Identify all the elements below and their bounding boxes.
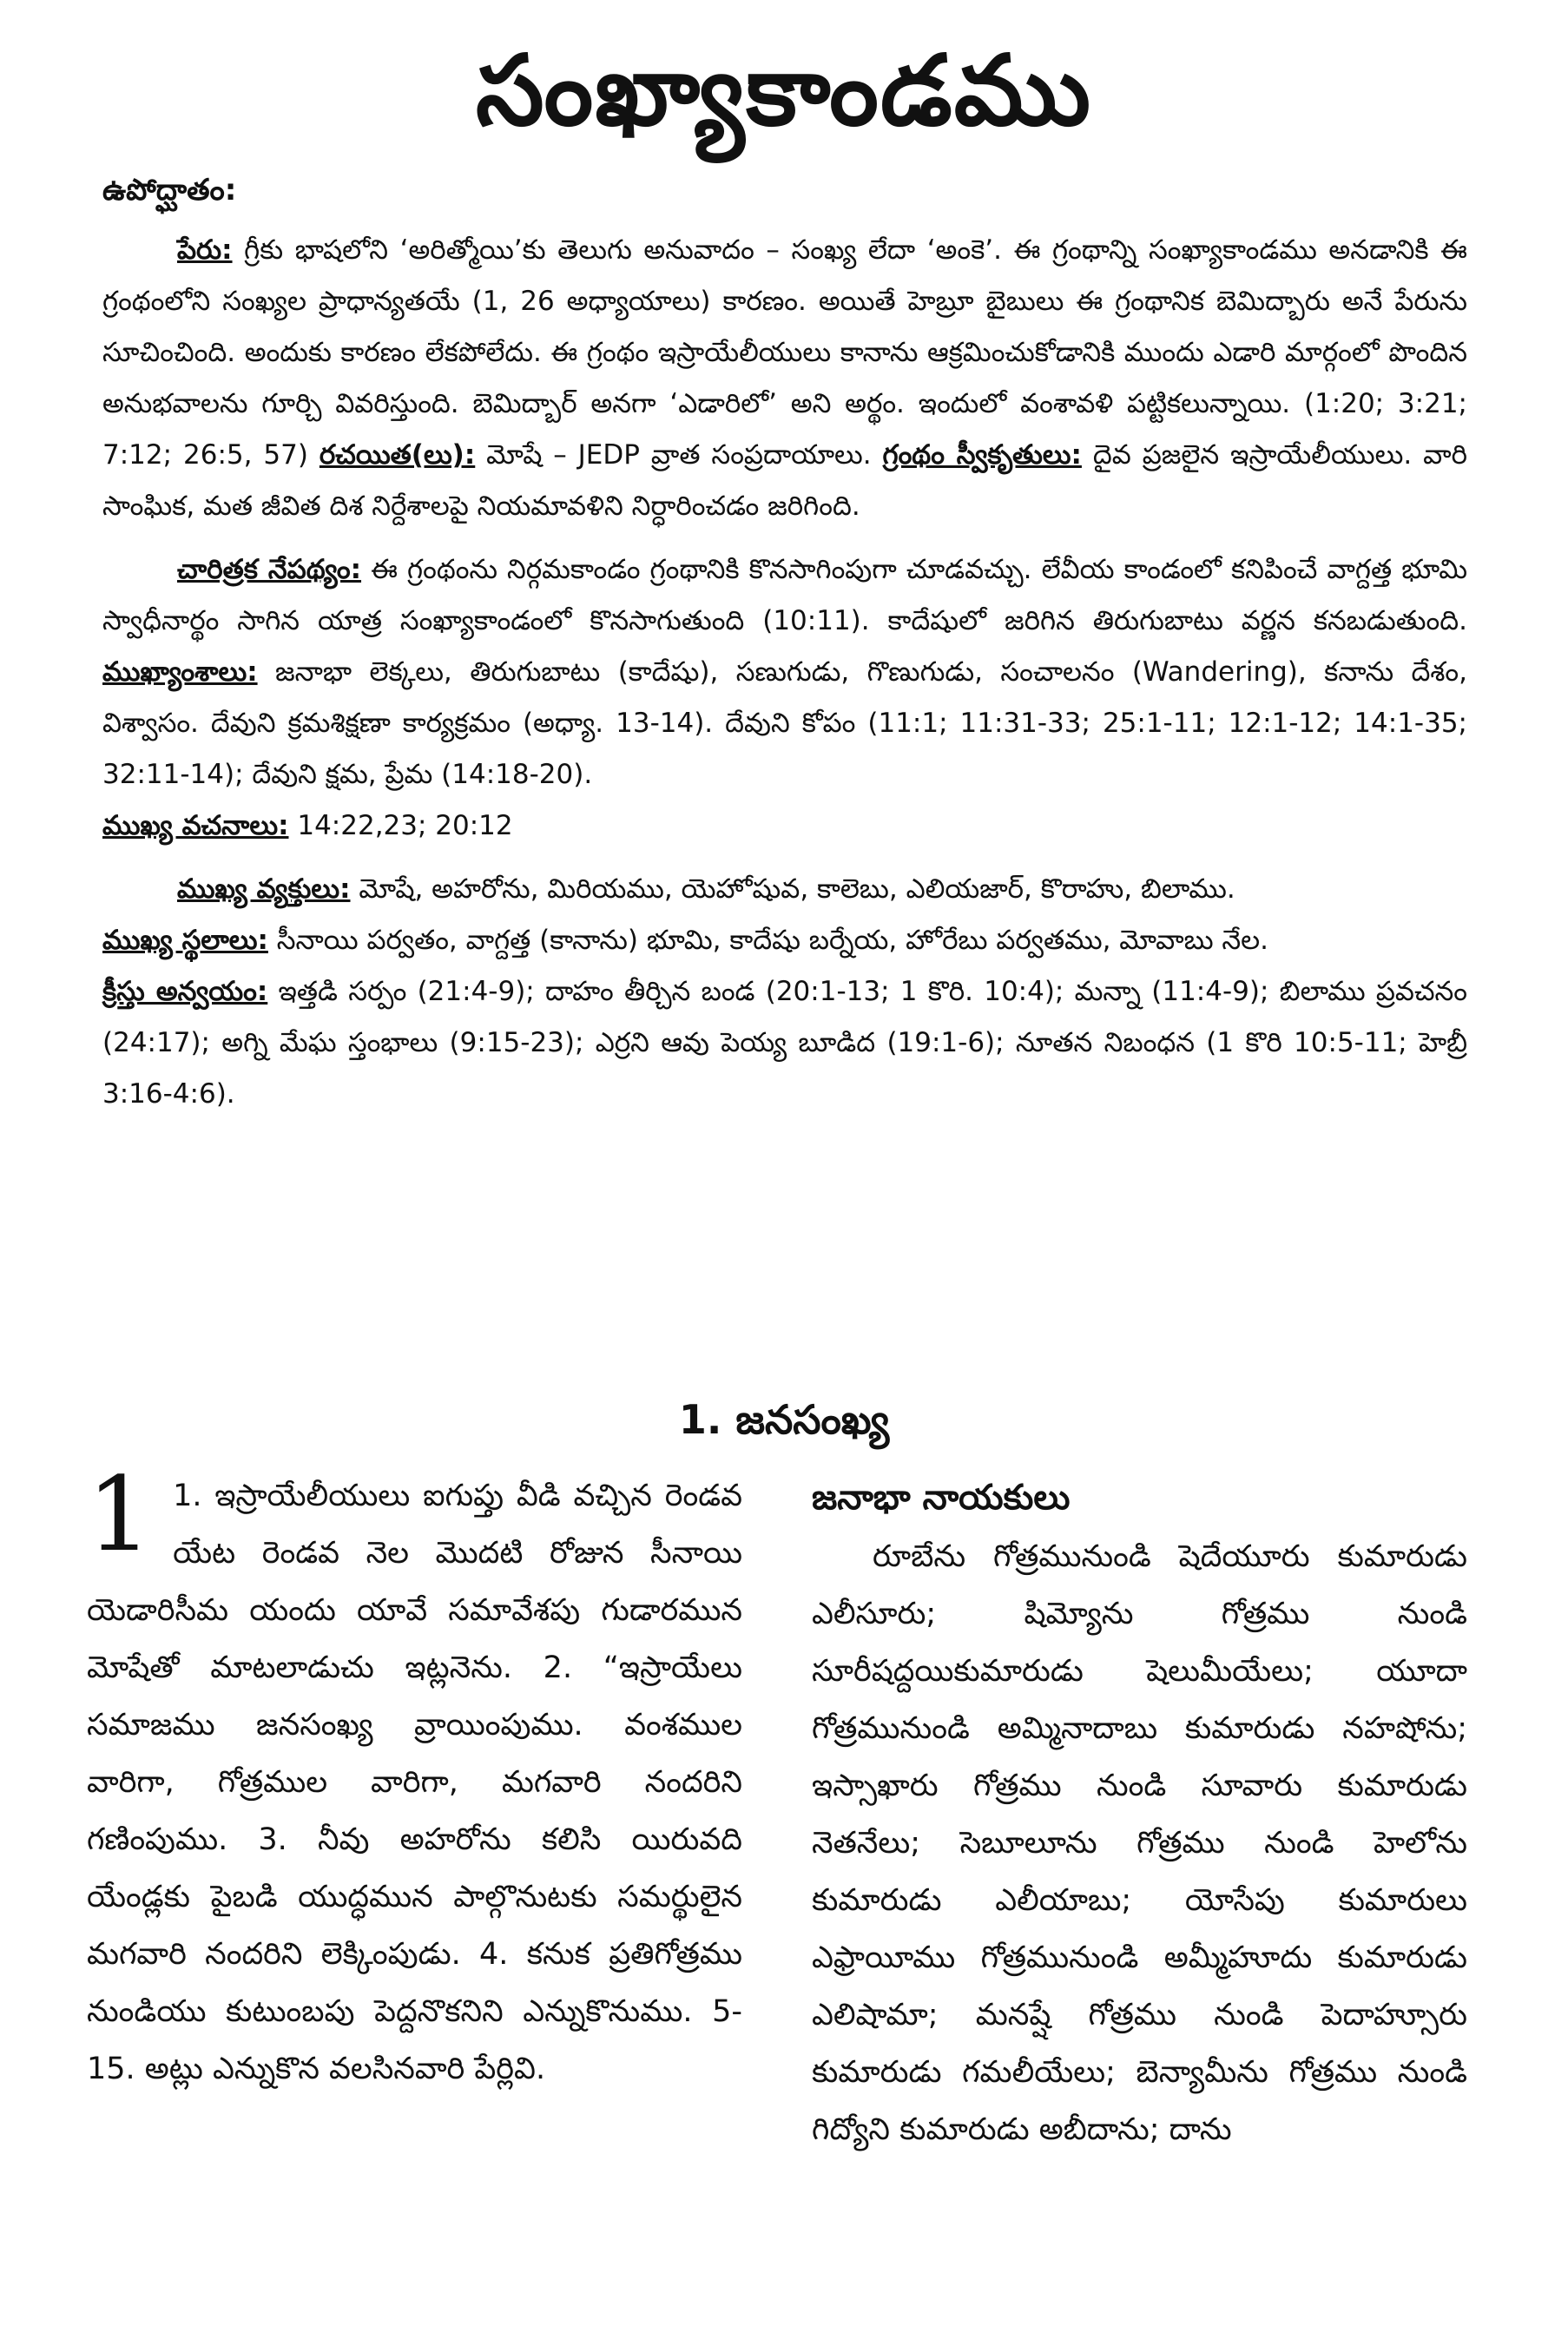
- intro-paragraph-name: [102, 225, 1467, 532]
- label-author: రచయిత(లు):: [319, 439, 476, 471]
- intro-paragraph-people: [102, 864, 1467, 1120]
- label-name: పేరు:: [177, 234, 233, 266]
- text-themes: జనాభా లెక్కలు, తిరుగుబాటు (కాదేషు), సణుగుడు, గొణుగుడు, సంచాలనం (Wandering), కనాను దేశం, విశ్వాసం. దేవుని క్రమశిక్షణా కార్యక్రమం (అధ్యా. 13-14). దేవుని కోపం (11:1; 11:31-33; 25:1-11; 12:1-12; 14:1-35; 32:11-14); దేవుని క్షమ, ప్రేమ (14:18-20).: [102, 656, 1467, 790]
- text-name: గ్రీకు భాషలోని ‘అరిత్మోయి’కు తెలుగు అనువాదం – సంఖ్య లేదా ‘అంకె’. ఈ గ్రంథాన్ని సంఖ్యాకాండము అనడానికి ఈ గ్రంథంలోని సంఖ్యల ప్రాధాన్యతయే (1, 26 అధ్యాయాలు) కారణం. అయితే హెబ్రూ బైబులు ఈ గ్రంథానిక బెమిద్బారు అనే పేరును సూచించింది. అందుకు కారణం లేకపోలేదు. ఈ గ్రంథం ఇస్రాయేలీయులు కానాను ఆక్రమించుకోడానికి ముందు ఎడారి మార్గంలో పొందిన అనుభవాలను గూర్చి వివరిస్తుంది. బెమిద్బార్ అనగా ‘ఎడారిలో’ అని అర్థం. ఇందులో వంశావళి పట్టికలున్నాయి. (1:20; 3:21; 7:12; 26:5, 57): [102, 234, 1467, 471]
- text-verses: 14:22,23; 20:12: [288, 810, 513, 841]
- text-background: ఈ గ్రంథంను నిర్గమకాండం గ్రంథానికి కొనసాగింపుగా చూడవచ్చు. లేవీయ కాండంలో కనిపించే వాగ్దత్త భూమి స్వాధీనార్థం సాగిన యాత్ర సంఖ్యాకాండంలో కొనసాగుతుంది (10:11). కాదేషులో జరిగిన తిరుగుబాటు వర్ణన కనబడుతుంది.: [102, 554, 1467, 636]
- label-christ: క్రీస్తు అన్వయం:: [102, 976, 268, 1007]
- text-places: సీనాయి పర్వతం, వాగ్దత్త (కానాను) భూమి, కాదేషు బర్నేయ, హోరేబు పర్వతము, మోవాబు నేల.: [267, 925, 1268, 956]
- label-canon: గ్రంథం స్వీకృతులు:: [882, 439, 1082, 471]
- text-canon: దైవ ప్రజలైన ఇస్రాయేలీయులు. వారి సాంఘిక, మత జీవిత దిశ నిర్దేశాలపై నియమావళిని నిర్ధారించడం జరిగింది.: [102, 439, 1467, 522]
- right-column-text: రూబేను గోత్రమునుండి షెదేయూరు కుమారుడు ఎలీసూరు; షిమ్యోను గోత్రము నుండి సూరీషద్దయికుమారుడు షెలుమీయేలు; యూదా గోత్రమునుండి అమ్మినాదాబు కుమారుడు నహషోను; ఇస్సాఖారు గోత్రము నుండి సూవారు కుమారుడు నెతనేలు; సెబూలూను గోత్రము నుండి హెలోను కుమారుడు ఎలీయాబు; యోసేపు కుమారులు ఎఫ్రాయీము గోత్రమునుండి అమ్మీహూదు కుమారుడు ఎలిషామా; మనష్షే గోత్రము నుండి పెదాహ్సూరు కుమారుడు గమలీయేలు; బెన్యామీను గోత్రము నుండి గిద్యోని కుమారుడు అబీదాను; దాను: [812, 1539, 1467, 2147]
- text-christ: ఇత్తడి సర్పం (21:4-9); దాహం తీర్చిన బండ (20:1-13; 1 కొరి. 10:4); మన్నా (11:4-9); బిలాము ప్రవచనం (24:17); అగ్ని మేఘ స్తంభాలు (9:15-23); ఎర్రని ఆవు పెయ్య బూడిద (19:1-6); నూతన నిబంధన (1 కొరి 10:5-11; హెబ్రీ 3:16-4:6).: [102, 976, 1467, 1110]
- text-people: మోషే, అహరోను, మిరియము, యెహోషువ, కాలెబు, ఎలియజార్, కొరాహు, బిలాము.: [350, 873, 1235, 905]
- text-author: మోషే – JEDP వ్రాత సంప్రదాయాలు.: [475, 439, 883, 471]
- left-column: [87, 1454, 742, 2098]
- label-people: ముఖ్య వ్యక్తులు:: [177, 873, 351, 905]
- chapter-number: 1: [87, 1454, 153, 1574]
- label-verses: ముఖ్య వచనాలు:: [102, 810, 289, 841]
- introduction: [102, 165, 1467, 1132]
- label-background: చారిత్రక నేపథ్యం:: [177, 554, 362, 585]
- section-subheading: జనాభా నాయకులు: [812, 1478, 1071, 1518]
- left-column-text: 1. ఇస్రాయేలీయులు ఐగుప్తు వీడి వచ్చిన రెండవ యేట రెండవ నెల మొదటి రోజున సీనాయి యెడారిసీమ యందు యావే సమావేశపు గుడారమున మోషేతో మాటలాడుచు ఇట్లనెను. 2. “ఇస్రాయేలు సమాజము జనసంఖ్య వ్రాయింపుము. వంశముల వారిగా, గోత్రముల వారిగా, మగవారి నందరిని గణింపుము. 3. నీవు అహరోను కలిసి యిరువది యేండ్లకు పైబడి యుద్ధమున పాల్గొనుటకు సమర్థులైన మగవారి నందరిని లెక్కింపుడు. 4. కనుక ప్రతిగోత్రము నుండియు కుటుంబపు పెద్దనొకనిని ఎన్నుకొనుము. 5-15. అట్లు ఎన్నుకొన వలసినవారి పేర్లివి.: [87, 1479, 742, 2086]
- page-title: సంఖ్యాకాండము: [475, 35, 1093, 148]
- label-places: ముఖ్య స్థలాలు:: [102, 925, 268, 956]
- label-themes: ముఖ్యాంశాలు:: [102, 656, 258, 688]
- intro-paragraph-background: [102, 544, 1467, 852]
- intro-heading: ఉపోద్ఘాతం:: [102, 173, 237, 208]
- right-column: [812, 1467, 1467, 2158]
- chapter-heading: 1. జనసంఖ్య: [678, 1396, 890, 1443]
